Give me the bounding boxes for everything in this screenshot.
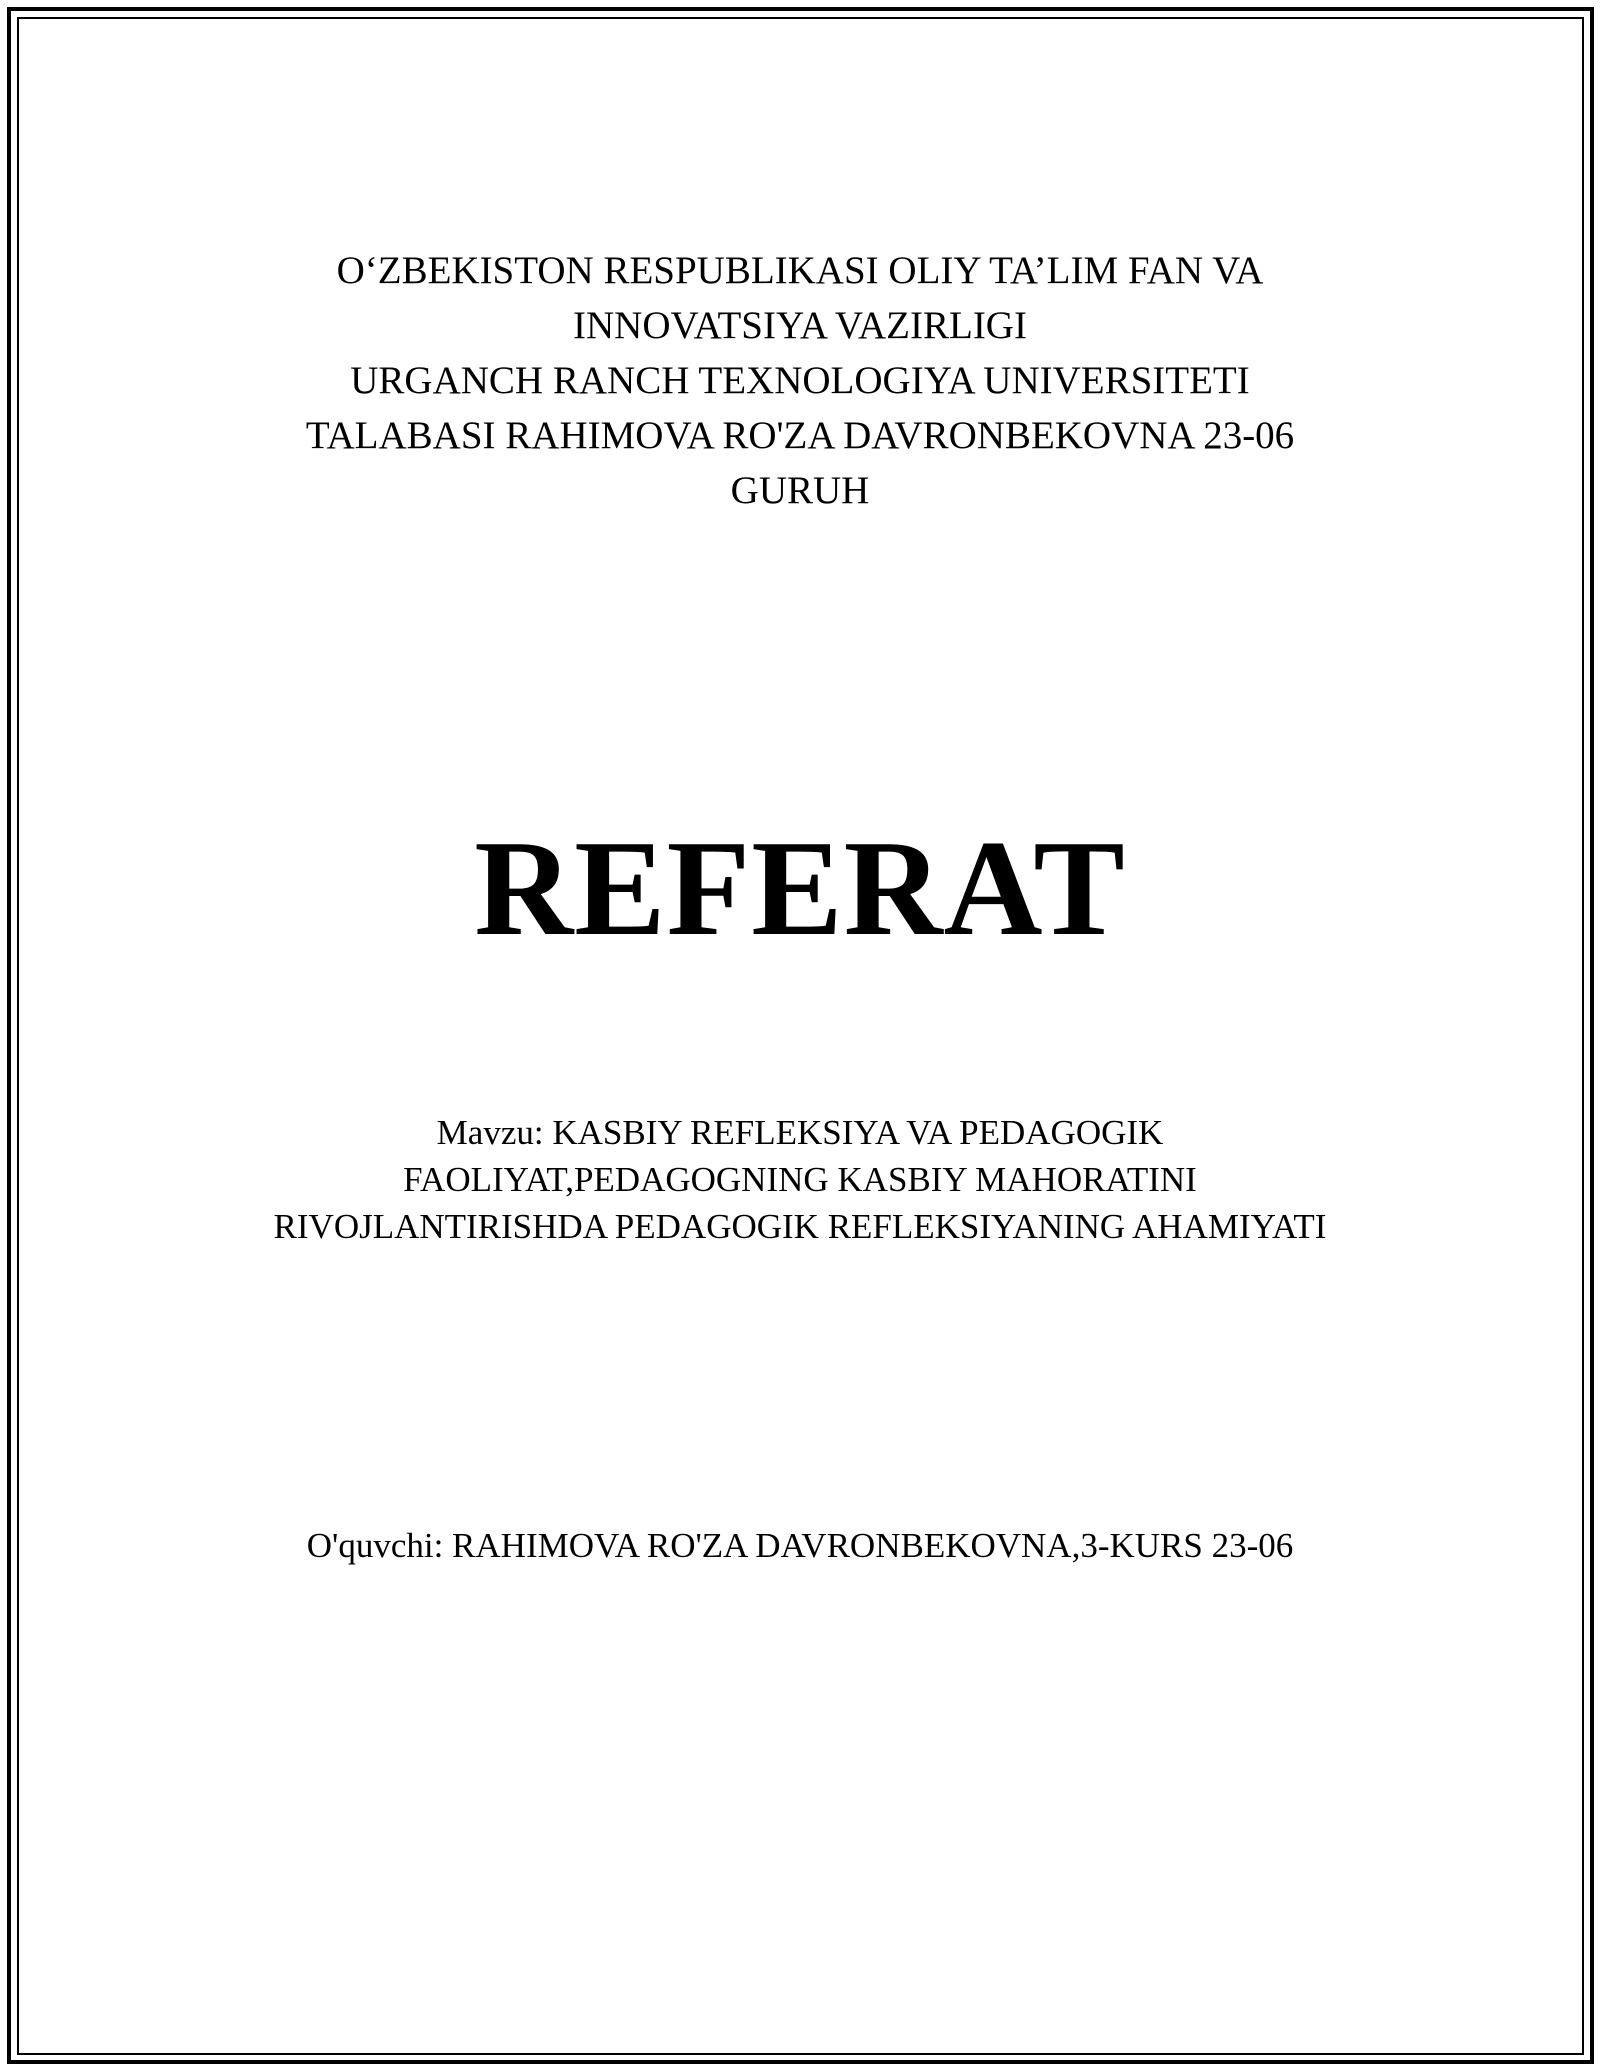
header-line: URGANCH RANCH TEXNOLOGIYA UNIVERSITETI	[350, 359, 1250, 402]
topic-line: FAOLIYAT,PEDAGOGNING KASBIY MAHORATINI	[403, 1160, 1197, 1199]
header-line: GURUH	[730, 469, 870, 512]
header-line: O‘ZBEKISTON RESPUBLIKASI OLIY TA’LIM FAN VA	[336, 249, 1264, 292]
header-line: INNOVATSIYA VAZIRLIGI	[573, 304, 1027, 347]
header-line: TALABASI RAHIMOVA RO'ZA DAVRONBEKOVNA 23-06	[305, 414, 1295, 457]
topic-line: Mavzu: KASBIY REFLEKSIYA VA PEDAGOGIK	[436, 1113, 1164, 1152]
document-title: REFERAT	[474, 812, 1126, 964]
institution-header	[0, 243, 1600, 518]
topic-line: RIVOJLANTIRISHDA PEDAGOGIK REFLEKSIYANING AHAMIYATI	[273, 1207, 1327, 1246]
topic-block	[0, 1109, 1600, 1250]
student-info: O'quvchi: RAHIMOVA RO'ZA DAVRONBEKOVNA,3-KURS 23-06	[306, 1526, 1294, 1565]
